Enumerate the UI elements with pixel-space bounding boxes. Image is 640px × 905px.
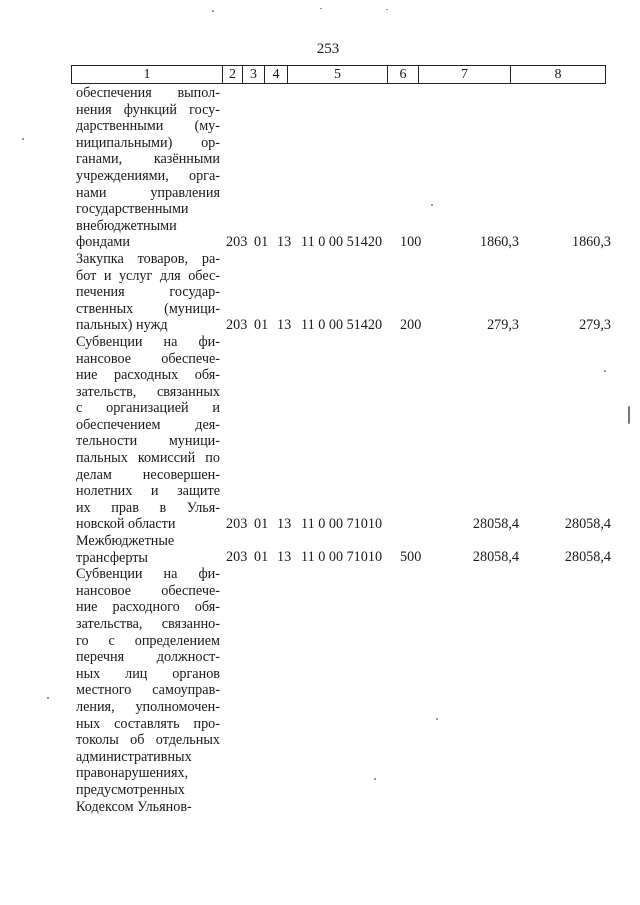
description-line: зательства, связанно- <box>76 616 220 632</box>
description-line: ниципальными) ор- <box>76 134 220 151</box>
description-line: с организацией и <box>76 400 220 417</box>
column-header: 5 <box>288 66 388 84</box>
table-row <box>0 533 640 566</box>
table-body <box>0 85 640 815</box>
cell-c5: 11 0 00 71010 <box>301 549 383 566</box>
description-line: ных лиц органов <box>76 665 220 682</box>
row-values <box>0 317 640 334</box>
description-line: правонарушениях, <box>76 765 189 782</box>
cell-c8: 28058,4 <box>564 516 611 533</box>
description-line: токолы об отдельных <box>76 732 220 749</box>
table-row <box>0 251 640 334</box>
description-line: нения функций госу- <box>76 101 220 118</box>
column-header: 4 <box>265 66 288 84</box>
description-line: Субвенции на фи- <box>76 566 220 583</box>
scan-speck <box>47 697 49 699</box>
description-line: обеспечением дея- <box>76 416 220 433</box>
row-description <box>76 85 220 251</box>
cell-c4: 13 <box>277 233 292 250</box>
description-line: Субвенции на фи- <box>76 333 220 350</box>
description-line: Кодексом Ульянов- <box>76 798 192 815</box>
scan-speck <box>431 204 433 206</box>
cell-c5: 11 0 00 51420 <box>301 316 383 333</box>
scan-speck <box>320 8 322 9</box>
cell-c3: 01 <box>254 316 269 333</box>
cell-c7: 1860,3 <box>479 233 519 250</box>
cell-c2: 203 <box>226 233 248 250</box>
cell-c4: 13 <box>277 316 292 333</box>
description-line: обеспечения выпол- <box>76 85 220 101</box>
column-header: 1 <box>72 66 223 84</box>
description-line: го с определением <box>76 632 220 649</box>
description-line: фондами <box>76 234 130 251</box>
column-header: 7 <box>419 66 511 84</box>
description-line: пальных комиссий по <box>76 450 220 467</box>
table-row <box>0 85 640 251</box>
cell-c6: 500 <box>400 549 422 566</box>
description-line: бот и услуг для обес- <box>76 267 220 284</box>
page-number: 253 <box>316 41 340 57</box>
description-line: внебюджетными <box>76 217 177 234</box>
description-line: новской области <box>76 516 176 533</box>
description-line: ных составлять про- <box>76 715 220 732</box>
description-line: Межбюджетные <box>76 533 175 550</box>
cell-c8: 28058,4 <box>564 549 611 566</box>
cell-c5: 11 0 00 51420 <box>301 233 383 250</box>
cell-c7: 28058,4 <box>472 516 519 533</box>
description-line: Закупка товаров, ра- <box>76 250 220 267</box>
cell-c7: 279,3 <box>487 316 519 333</box>
cell-c3: 01 <box>254 233 269 250</box>
description-line: учреждениями, орга- <box>76 167 220 184</box>
description-line: зательств, связанных <box>76 383 220 400</box>
description-line: ганами, казёнными <box>76 151 220 168</box>
description-line: нансовое обеспече- <box>76 582 220 599</box>
cell-c7: 28058,4 <box>472 549 519 566</box>
row-description <box>76 566 220 815</box>
scan-speck <box>386 9 388 10</box>
table-row <box>0 334 640 533</box>
row-values <box>0 798 640 815</box>
scan-speck <box>22 138 24 140</box>
cell-c8: 279,3 <box>579 316 611 333</box>
cell-c2: 203 <box>226 316 248 333</box>
description-line: ственных (муници- <box>76 300 220 317</box>
description-line: перечня должност- <box>76 649 220 666</box>
scan-speck <box>436 718 438 720</box>
description-line: дарственными (му- <box>76 118 220 135</box>
scan-speck <box>212 10 214 12</box>
cell-c3: 01 <box>254 516 269 533</box>
cell-c2: 203 <box>226 549 248 566</box>
cell-c5: 11 0 00 71010 <box>301 516 383 533</box>
row-values <box>0 234 640 251</box>
description-line: местного самоуправ- <box>76 682 220 699</box>
description-line: их прав в Улья- <box>76 499 220 516</box>
description-line: печения государ- <box>76 284 220 301</box>
row-values <box>0 516 640 533</box>
column-header: 2 <box>223 66 243 84</box>
column-header: 8 <box>511 66 606 84</box>
cell-c3: 01 <box>254 549 269 566</box>
description-line: нолетних и защите <box>76 483 220 500</box>
row-description <box>76 334 220 533</box>
row-values <box>0 549 640 566</box>
column-header: 6 <box>388 66 419 84</box>
scan-speck <box>628 406 630 424</box>
description-line: делам несовершен- <box>76 466 220 483</box>
scan-speck <box>374 778 376 780</box>
cell-c4: 13 <box>277 549 292 566</box>
description-line: предусмотренных <box>76 781 185 798</box>
description-line: нами управления <box>76 184 220 201</box>
column-header-row <box>71 65 606 84</box>
description-line: трансферты <box>76 549 148 566</box>
description-line: тельности муници- <box>76 433 220 450</box>
scan-speck <box>604 370 606 372</box>
cell-c8: 1860,3 <box>571 233 611 250</box>
cell-c2: 203 <box>226 516 248 533</box>
table-row <box>0 566 640 815</box>
description-line: административных <box>76 748 192 765</box>
cell-c4: 13 <box>277 516 292 533</box>
cell-c6: 200 <box>400 316 422 333</box>
cell-c6: 100 <box>400 233 422 250</box>
column-header: 3 <box>243 66 265 84</box>
description-line: ние расходного обя- <box>76 599 220 616</box>
description-line: пальных) нужд <box>76 317 168 334</box>
description-line: ние расходных обя- <box>76 367 220 384</box>
description-line: государственными <box>76 201 189 218</box>
description-line: ления, уполномочен- <box>76 698 220 715</box>
description-line: нансовое обеспече- <box>76 350 220 367</box>
